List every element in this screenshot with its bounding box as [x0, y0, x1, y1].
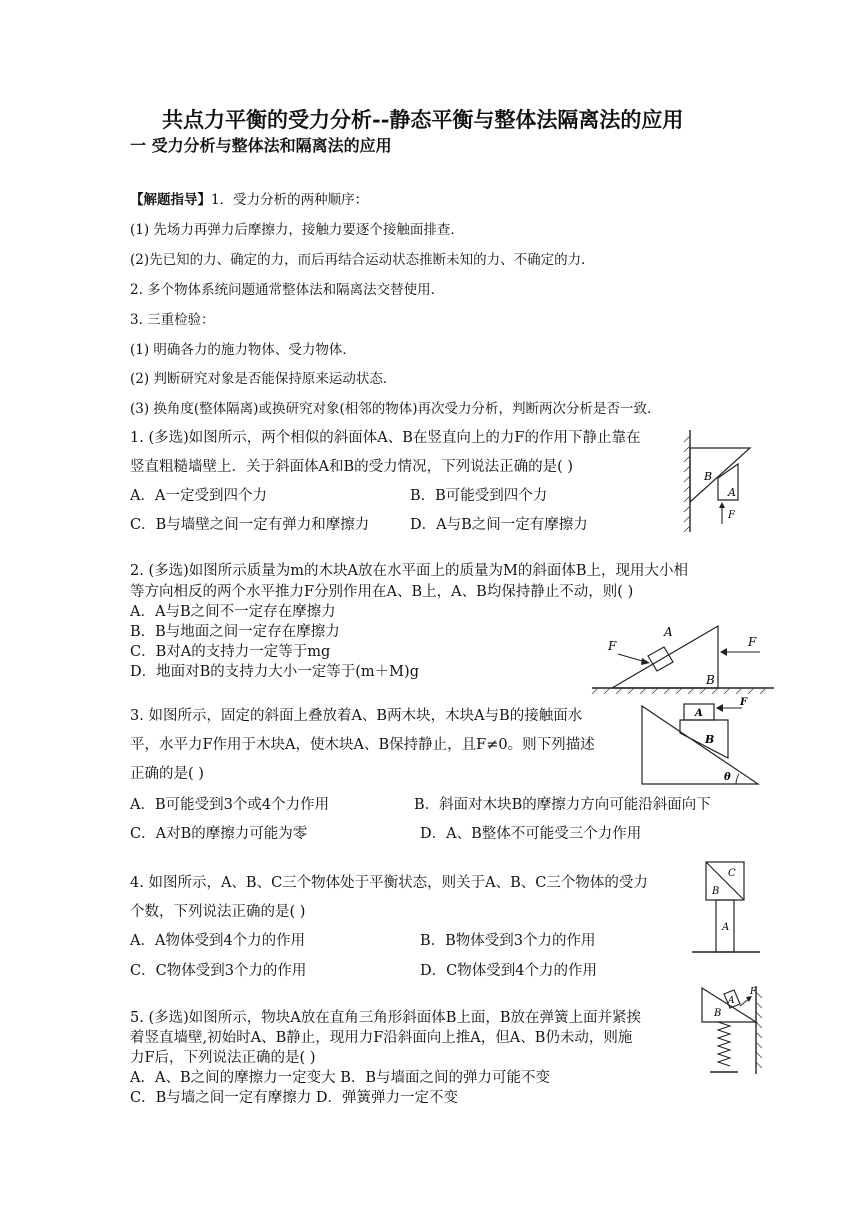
q5-figure	[696, 984, 766, 1076]
q2-label-b: B	[706, 673, 715, 687]
q2-option-d: D．地面对B的支持力大小一定等于(m＋M)g	[130, 664, 419, 680]
q5-label-f: F	[750, 987, 757, 997]
q3-option-b: B．斜面对木块B的摩擦力方向可能沿斜面向下	[414, 797, 711, 813]
q1-label-a: A	[728, 486, 736, 499]
guide-line-1: 【解题指导】1．受力分析的两种顺序：	[130, 192, 369, 208]
q4-figure	[690, 858, 762, 956]
q5-stem-2: 着竖直墙壁,初始时A、B静止，现用力F沿斜面向上推A，但A、B仍未动，则施	[130, 1030, 633, 1046]
guide-line-7: (2) 判断研究对象是否能保持原来运动状态．	[130, 371, 397, 387]
q2-option-a: A．A与B之间不一定存在摩擦力	[130, 604, 336, 620]
q5-stem-1: 5. (多选)如图所示，物块A放在直角三角形斜面体B上面，B放在弹簧上面并紧挨	[130, 1010, 642, 1026]
q1-option-a: A．A一定受到四个力	[130, 488, 267, 504]
q3-label-theta: θ	[724, 772, 731, 783]
q4-label-a: A	[722, 922, 730, 933]
q2-label-a: A	[664, 625, 673, 639]
q4-option-c: C．C物体受到3个力的作用	[130, 963, 307, 979]
q1-label-f: F	[728, 510, 735, 521]
q3-option-d: D．A、B整体不可能受三个力作用	[420, 826, 642, 842]
q4-stem-2: 个数，下列说法正确的是( )	[130, 904, 306, 920]
page-title: 共点力平衡的受力分析--静态平衡与整体法隔离法的应用	[162, 107, 684, 132]
q5-options-cd: C．B与墙之间一定有摩擦力 D．弹簧弹力一定不变	[130, 1090, 458, 1106]
q3-label-f: F	[740, 697, 748, 708]
q3-stem-1: 3. 如图所示，固定的斜面上叠放着A、B两木块，木块A与B的接触面水	[130, 708, 583, 724]
q5-stem-3: 力F后，下列说法正确的是( )	[130, 1050, 316, 1066]
q5-options-ab: A．A、B之间的摩擦力一定变大 B．B与墙面之间的弹力可能不变	[130, 1070, 551, 1086]
q3-option-a: A．B可能受到3个或4个力作用	[130, 797, 330, 813]
q1-option-c: C．B与墙壁之间一定有弹力和摩擦力	[130, 517, 370, 533]
guide-line-4: 2. 多个物体系统问题通常整体法和隔离法交替使用．	[130, 282, 445, 298]
guide-line-5: 3. 三重检验：	[130, 312, 215, 328]
q1-label-b: B	[704, 470, 713, 483]
q1-stem-1: 1. (多选)如图所示，两个相似的斜面体A、B在竖直向上的力F的作用下静止靠在	[130, 430, 641, 446]
q1-option-b: B．B可能受到四个力	[410, 488, 548, 504]
q1-option-d: D．A与B之间一定有摩擦力	[410, 517, 588, 533]
q3-stem-3: 正确的是( )	[130, 766, 204, 782]
q4-option-a: A．A物体受到4个力的作用	[130, 933, 306, 949]
q2-stem-2: 等方向相反的两个水平推力F分别作用在A、B上，A、B均保持静止不动，则( )	[130, 584, 634, 600]
q3-label-a: A	[695, 708, 703, 719]
guide-line-6: (1) 明确各力的施力物体、受力物体．	[130, 342, 356, 358]
q2-option-c: C．B对A的支持力一定等于mg	[130, 644, 331, 660]
q2-stem-1: 2. (多选)如图所示质量为m的木块A放在水平面上的质量为M的斜面体B上，现用大小相	[130, 563, 688, 579]
q4-label-b: B	[712, 886, 720, 897]
q2-label-f-left: F	[608, 639, 617, 653]
q4-option-b: B．B物体受到3个力的作用	[420, 933, 596, 949]
q1-figure	[678, 426, 762, 534]
guide-line-8: (3) 换角度(整体隔离)或换研究对象(相邻的物体)再次受力分析，判断两次分析是否一致．	[130, 401, 661, 417]
guide-label: 【解题指导】	[130, 192, 211, 208]
q4-option-d: D．C物体受到4个力的作用	[420, 963, 597, 979]
q3-label-b: B	[705, 733, 715, 746]
q3-stem-2: 平，水平力F作用于木块A，使木块A、B保持静止，且F≠0。则下列描述	[130, 737, 595, 753]
q2-label-f-right: F	[748, 635, 757, 649]
q3-option-c: C．A对B的摩擦力可能为零	[130, 826, 308, 842]
q2-figure	[588, 622, 778, 694]
guide-line-2: (1) 先场力再弹力后摩擦力，接触力要逐个接触面排查．	[130, 222, 464, 238]
q5-label-a: A	[728, 996, 735, 1006]
q1-stem-2: 竖直粗糙墙壁上．关于斜面体A和B的受力情况，下列说法正确的是( )	[130, 459, 574, 475]
q4-label-c: C	[728, 868, 736, 879]
q5-label-b: B	[714, 1008, 722, 1019]
q4-stem-1: 4. 如图所示，A、B、C三个物体处于平衡状态，则关于A、B、C三个物体的受力	[130, 875, 648, 891]
guide-line-3: (2)先已知的力、确定的力，而后再结合运动状态推断未知的力、不确定的力．	[130, 252, 595, 268]
q3-figure	[640, 696, 762, 788]
q2-option-b: B．B与地面之间一定存在摩擦力	[130, 624, 340, 640]
section-heading: 一 受力分析与整体法和隔离法的应用	[130, 136, 392, 155]
